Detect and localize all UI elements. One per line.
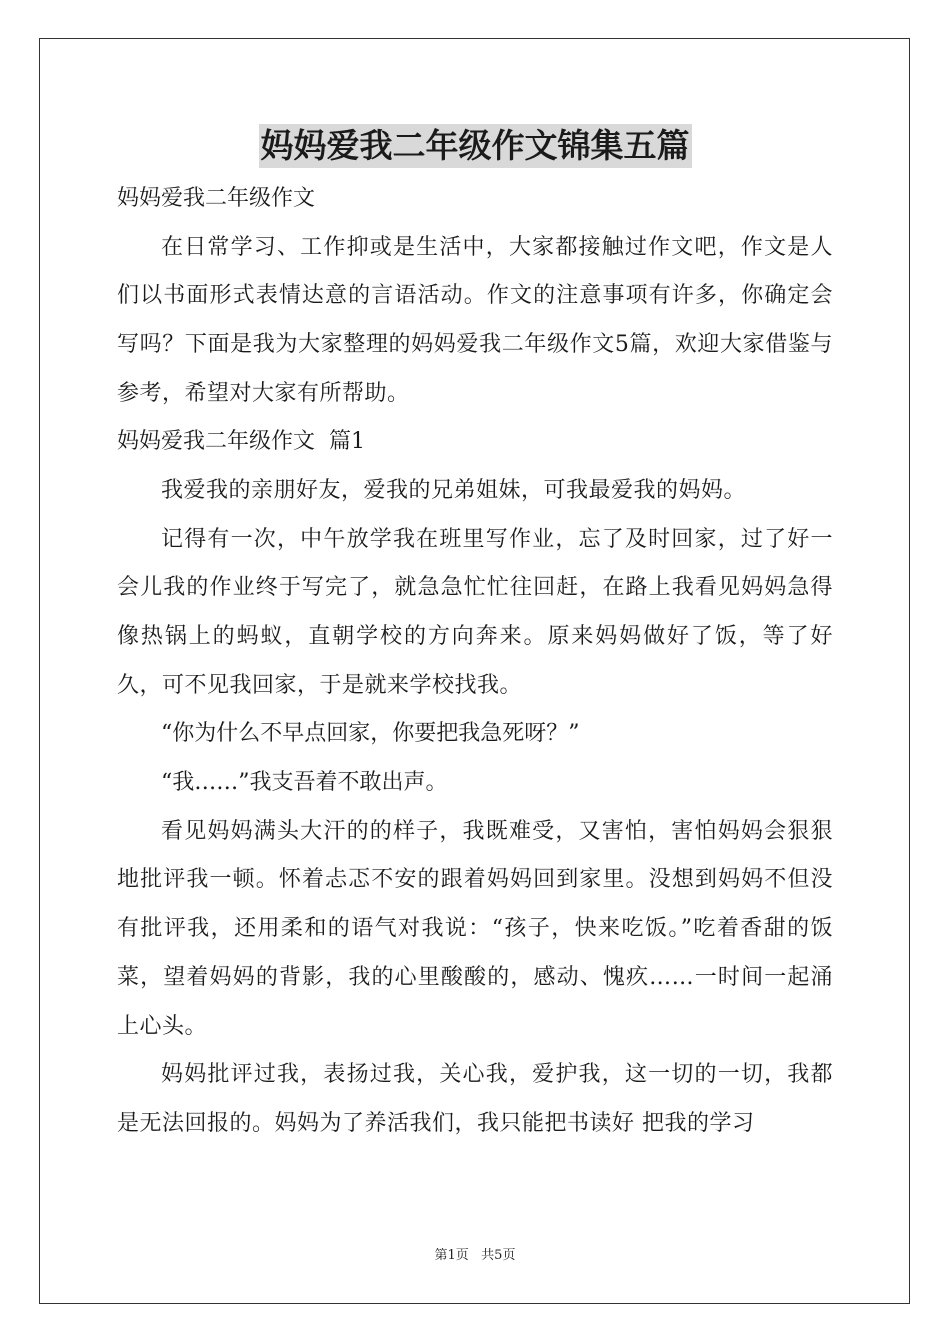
body-paragraph: 记得有一次，中午放学我在班里写作业，忘了及时回家，过了好一会儿我的作业终于写完了，就急急忙忙往回赶，在路上我看见妈妈急得像热锅上的蚂蚁，直朝学校的方向奔来。原来妈妈做好了饭，等了好久，可不见我回家，于是就来学校找我。: [117, 526, 833, 698]
document-title: 妈妈爱我二年级作文锦集五篇: [259, 124, 692, 168]
dialogue-line: “你为什么不早点回家，你要把我急死呀？”: [161, 721, 580, 747]
page-number: 第1页 共5页: [434, 1248, 516, 1263]
body-paragraph: 妈妈批评过我，表扬过我，关心我，爱护我，这一切的一切，我都是无法回报的。妈妈为了养活我们，我只能把书读好 把我的学习: [117, 1062, 833, 1136]
intro-paragraph: 在日常学习、工作抑或是生活中，大家都接触过作文吧，作文是人们以书面形式表情达意的言语活动。作文的注意事项有许多，你确定会写吗？下面是我为大家整理的妈妈爱我二年级作文5篇，欢迎大家借鉴与参考，希望对大家有所帮助。: [117, 234, 833, 406]
body-paragraph: 看见妈妈满头大汗的的样子，我既难受，又害怕，害怕妈妈会狠狠地批评我一顿。怀着忐忑不安的跟着妈妈回到家里。没想到妈妈不但没有批评我，还用柔和的语气对我说：“孩子，快来吃饭。”吃着香甜的饭菜，望着妈妈的背影，我的心里酸酸的，感动、愧疚……一时间一起涌上心头。: [117, 818, 833, 1039]
subheading: 妈妈爱我二年级作文: [117, 186, 316, 211]
section-heading: 妈妈爱我二年级作文 篇1: [117, 429, 365, 455]
body-paragraph: 我爱我的亲朋好友，爱我的兄弟姐妹，可我最爱我的妈妈。: [161, 477, 747, 503]
dialogue-line: “我……”我支吾着不敢出声。: [161, 770, 448, 796]
document-body: [117, 175, 833, 1149]
title-container: [0, 124, 950, 168]
